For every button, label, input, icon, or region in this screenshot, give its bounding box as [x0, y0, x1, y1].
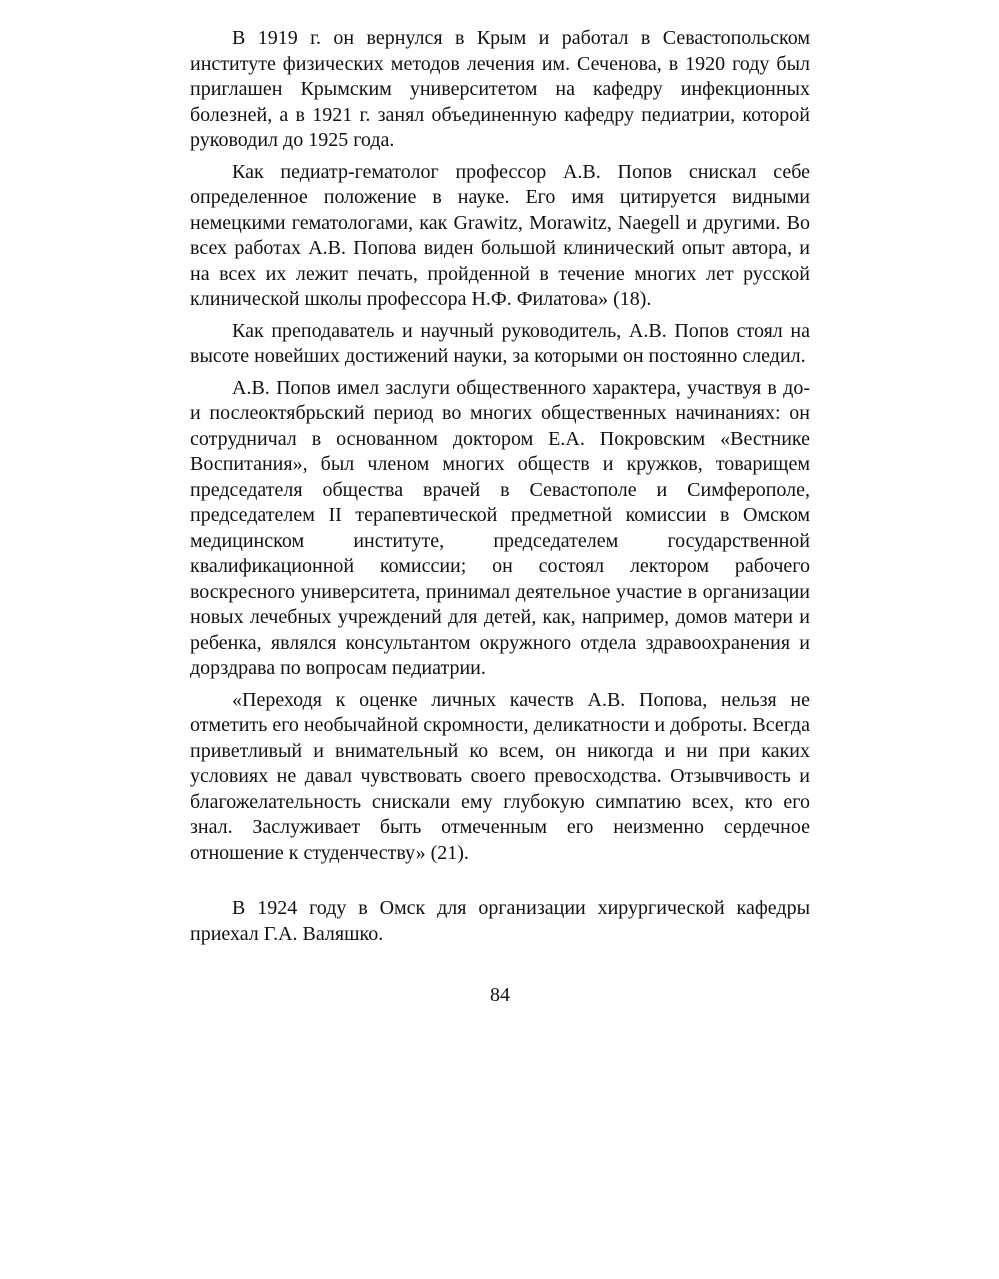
paragraph-personal-qualities-quote: «Переходя к оценке личных качеств А.В. Попова, нельзя не отметить его необычайной скромности, деликатности и доброты. Всегда приветливый и внимательный ко всем, он никогда и ни при каких условиях не давал чувствовать своего превосходства. Отзывчивость и благожелательность снискали ему глубокую симпатию всех, кто его знал. Заслуживает быть отмеченным его неизменно сердечное отношение к студенчеству» (21).	[190, 688, 810, 864]
paragraph-public-service: А.В. Попов имел заслуги общественного характера, участвуя в до- и послеоктябрьский период во многих общественных начинаниях: он сотрудничал в основанном доктором Е.А. Покровским «Вестнике Воспитания», был членом многих обществ и кружков, товарищем председателя общества врачей в Севастополе и Симферополе, председателем II терапевтической предметной комиссии в Омском медицинском институте, председателем государственной квалификационной комиссии; он состоял лектором рабочего воскресного университета, принимал деятельное участие в организации новых лечебных учреждений для детей, как, например, домов матери и ребенка, являлся консультантом окружного отдела здравоохранения и дорздрава по вопросам педиатрии.	[190, 376, 810, 679]
paragraph-return-to-crimea: В 1919 г. он вернулся в Крым и работал в Севастопольском институте физических методов лечения им. Сеченова, в 1920 году был приглашен Крымским университетом на кафедру инфекционных болезней, а в 1921 г. занял объединенную кафедру педиатрии, которой руководил до 1925 года.	[190, 27, 810, 151]
page-number: 84	[490, 984, 510, 1006]
paragraph-valyashko-arrival: В 1924 году в Омск для организации хирургической кафедры приехал Г.А. Валяшко.	[190, 897, 810, 945]
document-page	[190, 26, 810, 1009]
paragraph-teacher-supervisor: Как преподаватель и научный руководитель, А.В. Попов стоял на высоте новейших достижений науки, за которыми он постоянно следил.	[190, 319, 810, 367]
paragraph-pediatrician-hematologist: Как педиатр-гематолог профессор А.В. Попов снискал себе определенное положение в науке. Его имя цитируется видными немецкими гематологами, как Grawitz, Morawitz, Naegell и другими. Во всех работах А.В. Попова виден большой клинический опыт автора, и на всех их лежит печать, пройденной в течение многих лет русской клинической школы профессора Н.Ф. Филатова» (18).	[190, 160, 810, 310]
